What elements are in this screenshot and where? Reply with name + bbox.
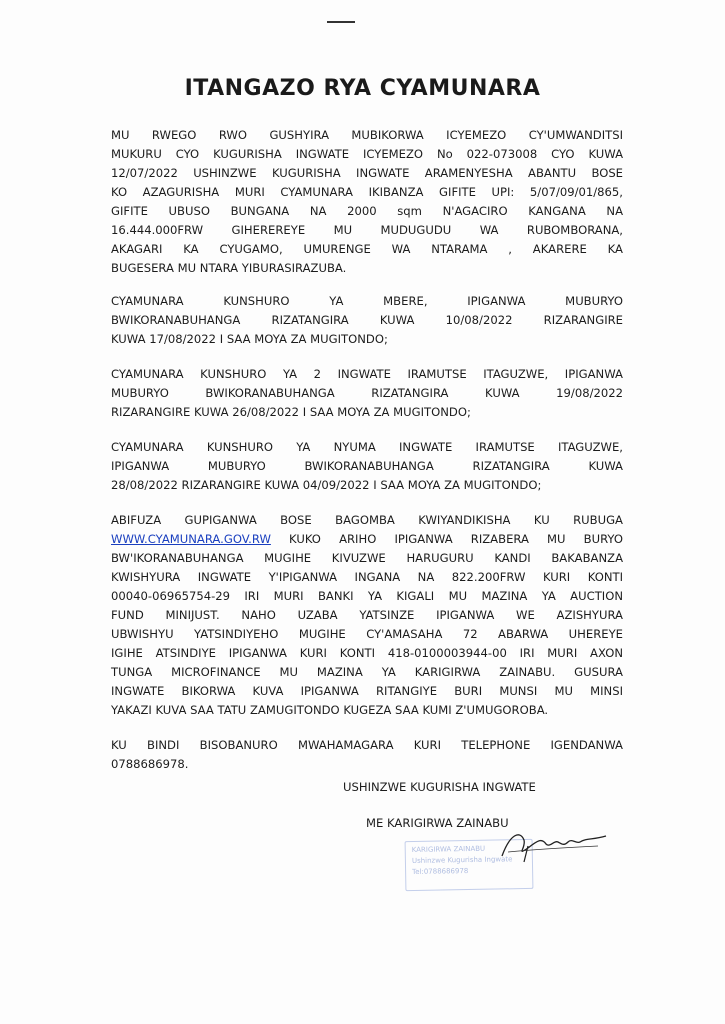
stamp-line: KARIGIRWA ZAINABU [411,844,486,854]
text-line: CYAMUNARA KUNSHURO YA MBERE, IPIGANWA MUBURYO [111,294,623,308]
text-line: KWISHYURA INGWATE Y'IPIGANWA INGANA NA 822.200FRW KURI KONTI [111,570,623,584]
top-rule [327,21,355,23]
text-line: BW'IKORANABUHANGA MUGIHE KIVUZWE HARUGURU KANDI BAKABANZA [111,551,623,565]
text-line: UBWISHYU YATSINDIYEHO MUGIHE CY'AMASAHA 72 ABARWA UHEREYE [111,627,623,641]
paragraph-auction-notice [111,126,623,278]
text-fragment: KUKO ARIHO IPIGANWA RIZABERA MU BURYO [270,532,623,546]
stamp-line: Ushinzwe Kugurisha Ingwate [411,855,513,865]
text-line: 0788686978. [111,757,189,771]
text-line: MUKURU CYO KUGURISHA INGWATE ICYEMEZO No 022-073008 CYO KUWA [111,147,623,161]
text-line: MUBURYO BWIKORANABUHANGA RIZATANGIRA KUWA 19/08/2022 [111,386,623,400]
text-line: MU RWEGO RWO GUSHYIRA MUBIKORWA ICYEMEZO CY'UMWANDITSI [111,128,623,142]
auction-website-link[interactable]: WWW.CYAMUNARA.GOV.RW [111,532,271,546]
text-line: CYAMUNARA KUNSHURO YA 2 INGWATE IRAMUTSE ITAGUZWE, IPIGANWA [111,367,623,381]
document-body [111,126,623,790]
text-line: TUNGA MICROFINANCE MU MAZINA YA KARIGIRWA ZAINABU. GUSURA [111,665,623,679]
paragraph-contact [111,736,623,774]
text-line: IGIHE ATSINDIYE IPIGANWA KURI KONTI 418-0100003944-00 IRI MURI AXON [111,646,623,660]
text-line: YAKAZI KUVA SAA TATU ZAMUGITONDO KUGEZA SAA KUMI Z'UMUGOROBA. [111,703,549,717]
text-line: AKAGARI KA CYUGAMO, UMURENGE WA NTARAMA , AKARERE KA [111,242,623,256]
text-line: BWIKORANABUHANGA RIZATANGIRA KUWA 10/08/2022 RIZARANGIRE [111,313,623,327]
text-line: 12/07/2022 USHINZWE KUGURISHA INGWATE ARAMENYESHA ABANTU BOSE [111,166,623,180]
paragraph-first-auction [111,292,623,349]
text-line: KUWA 17/08/2022 I SAA MOYA ZA MUGITONDO; [111,332,388,346]
text-line: 28/08/2022 RIZARANGIRE KUWA 04/09/2022 I SAA MOYA ZA MUGITONDO; [111,478,542,492]
text-line: BUGESERA MU NTARA YIBURASIRAZUBA. [111,261,347,275]
signatory-name: ME KARIGIRWA ZAINABU [366,816,509,830]
paragraph-second-auction [111,365,623,422]
text-line: INGWATE BIKORWA KUVA IPIGANWA RITANGIYE BURI MUNSI MU MINSI [111,684,623,698]
paragraph-registration [111,511,623,720]
document-title: ITANGAZO RYA CYAMUNARA [184,76,541,101]
signatory-role: USHINZWE KUGURISHA INGWATE [343,780,536,794]
text-line: CYAMUNARA KUNSHURO YA NYUMA INGWATE IRAMUTSE ITAGUZWE, [111,440,623,454]
text-line: KO AZAGURISHA MURI CYAMUNARA IKIBANZA GIFITE UPI: 5/07/09/01/865, [111,185,623,199]
text-line: 00040-06965754-29 IRI MURI BANKI YA KIGALI MU MAZINA YA AUCTION [111,589,623,603]
text-line: 16.444.000FRW GIHEREREYE MU MUDUGUDU WA RUBOMBORANA, [111,223,623,237]
signature-block [343,780,536,830]
text-line: IPIGANWA MUBURYO BWIKORANABUHANGA RIZATANGIRA KUWA [111,459,623,473]
text-line [111,530,623,549]
text-line: RIZARANGIRE KUWA 26/08/2022 I SAA MOYA ZA MUGITONDO; [111,405,471,419]
handwritten-signature [498,826,610,866]
text-line: FUND MINIJUST. NAHO UZABA YATSINZE IPIGANWA WE AZISHYURA [111,608,623,622]
text-line: ABIFUZA GUPIGANWA BOSE BAGOMBA KWIYANDIKISHA KU RUBUGA [111,513,623,527]
paragraph-final-auction [111,438,623,495]
text-line: GIFITE UBUSO BUNGANA NA 2000 sqm N'AGACIRO KANGANA NA [111,204,623,218]
text-line: KU BINDI BISOBANURO MWAHAMAGARA KURI TELEPHONE IGENDANWA [111,738,623,752]
stamp-line: Tel:0788686978 [412,867,469,876]
